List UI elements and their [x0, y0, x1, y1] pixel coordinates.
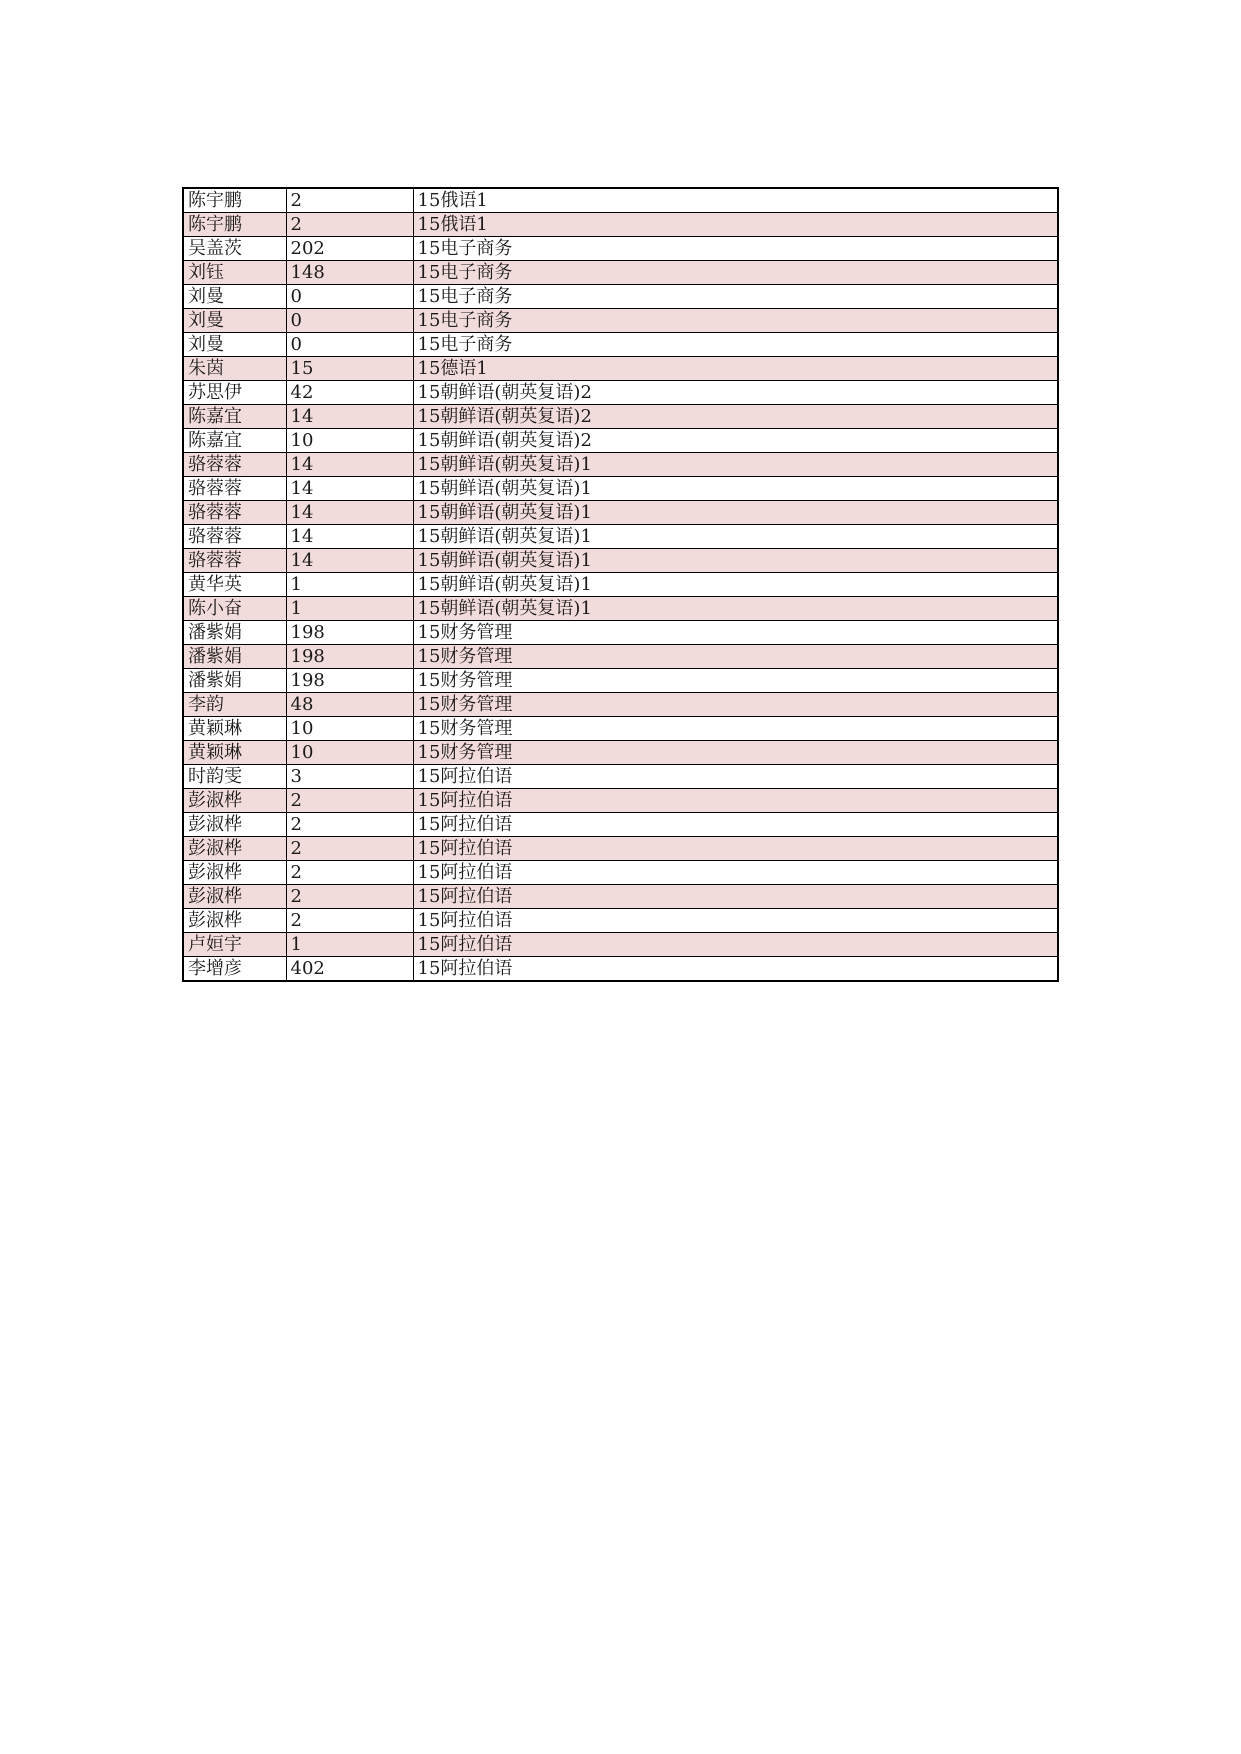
cell-number: 1 [286, 933, 413, 957]
cell-name: 刘钰 [183, 261, 286, 285]
cell-name: 陈嘉宜 [183, 405, 286, 429]
cell-number: 2 [286, 885, 413, 909]
cell-number: 2 [286, 837, 413, 861]
cell-name: 骆蓉蓉 [183, 477, 286, 501]
table-row [183, 669, 1058, 693]
cell-number: 2 [286, 861, 413, 885]
cell-name: 朱茵 [183, 357, 286, 381]
cell-class: 15俄语1 [413, 213, 1058, 237]
table-row [183, 789, 1058, 813]
cell-number: 202 [286, 237, 413, 261]
cell-class: 15朝鲜语(朝英复语)1 [413, 501, 1058, 525]
cell-class: 15电子商务 [413, 261, 1058, 285]
cell-name: 刘曼 [183, 309, 286, 333]
cell-name: 彭淑桦 [183, 885, 286, 909]
table-row [183, 717, 1058, 741]
cell-class: 15财务管理 [413, 645, 1058, 669]
cell-class: 15朝鲜语(朝英复语)1 [413, 525, 1058, 549]
table-row [183, 213, 1058, 237]
table-row [183, 285, 1058, 309]
table-row [183, 525, 1058, 549]
cell-class: 15阿拉伯语 [413, 909, 1058, 933]
cell-class: 15阿拉伯语 [413, 837, 1058, 861]
cell-class: 15俄语1 [413, 188, 1058, 213]
cell-name: 李增彦 [183, 957, 286, 982]
cell-class: 15阿拉伯语 [413, 765, 1058, 789]
table-row [183, 237, 1058, 261]
cell-name: 彭淑桦 [183, 861, 286, 885]
cell-number: 14 [286, 453, 413, 477]
cell-number: 402 [286, 957, 413, 982]
cell-class: 15朝鲜语(朝英复语)2 [413, 381, 1058, 405]
cell-name: 彭淑桦 [183, 837, 286, 861]
cell-class: 15电子商务 [413, 285, 1058, 309]
cell-class: 15财务管理 [413, 717, 1058, 741]
table-body [183, 188, 1058, 981]
cell-class: 15财务管理 [413, 669, 1058, 693]
cell-number: 14 [286, 549, 413, 573]
table-row [183, 501, 1058, 525]
cell-class: 15德语1 [413, 357, 1058, 381]
cell-name: 陈小奋 [183, 597, 286, 621]
cell-name: 彭淑桦 [183, 813, 286, 837]
cell-name: 刘曼 [183, 285, 286, 309]
cell-number: 14 [286, 405, 413, 429]
table-row [183, 909, 1058, 933]
cell-class: 15朝鲜语(朝英复语)2 [413, 405, 1058, 429]
table-row [183, 573, 1058, 597]
table-row [183, 957, 1058, 982]
cell-number: 14 [286, 525, 413, 549]
cell-number: 14 [286, 501, 413, 525]
table-row [183, 405, 1058, 429]
cell-name: 潘紫娟 [183, 669, 286, 693]
table-row [183, 741, 1058, 765]
cell-number: 1 [286, 597, 413, 621]
cell-name: 吴盖茨 [183, 237, 286, 261]
cell-name: 潘紫娟 [183, 645, 286, 669]
cell-name: 陈嘉宜 [183, 429, 286, 453]
cell-number: 198 [286, 645, 413, 669]
cell-class: 15财务管理 [413, 741, 1058, 765]
cell-class: 15财务管理 [413, 621, 1058, 645]
cell-name: 黄颖琳 [183, 717, 286, 741]
cell-class: 15财务管理 [413, 693, 1058, 717]
cell-name: 苏思伊 [183, 381, 286, 405]
cell-number: 3 [286, 765, 413, 789]
cell-number: 2 [286, 813, 413, 837]
cell-number: 10 [286, 717, 413, 741]
cell-class: 15朝鲜语(朝英复语)1 [413, 573, 1058, 597]
cell-name: 陈宇鹏 [183, 213, 286, 237]
cell-number: 10 [286, 429, 413, 453]
table-row [183, 621, 1058, 645]
cell-number: 0 [286, 333, 413, 357]
table-row [183, 261, 1058, 285]
cell-class: 15电子商务 [413, 333, 1058, 357]
cell-name: 陈宇鹏 [183, 188, 286, 213]
cell-class: 15阿拉伯语 [413, 957, 1058, 982]
table-row [183, 188, 1058, 213]
cell-class: 15朝鲜语(朝英复语)1 [413, 477, 1058, 501]
cell-class: 15朝鲜语(朝英复语)2 [413, 429, 1058, 453]
cell-class: 15阿拉伯语 [413, 861, 1058, 885]
table-row [183, 381, 1058, 405]
table-row [183, 549, 1058, 573]
cell-class: 15朝鲜语(朝英复语)1 [413, 549, 1058, 573]
cell-number: 42 [286, 381, 413, 405]
cell-number: 0 [286, 285, 413, 309]
cell-name: 黄华英 [183, 573, 286, 597]
cell-class: 15电子商务 [413, 237, 1058, 261]
cell-number: 2 [286, 789, 413, 813]
cell-class: 15电子商务 [413, 309, 1058, 333]
cell-name: 彭淑桦 [183, 789, 286, 813]
table-row [183, 645, 1058, 669]
table-row [183, 693, 1058, 717]
cell-name: 潘紫娟 [183, 621, 286, 645]
table-row [183, 477, 1058, 501]
table-row [183, 837, 1058, 861]
cell-number: 198 [286, 621, 413, 645]
cell-number: 198 [286, 669, 413, 693]
cell-name: 骆蓉蓉 [183, 525, 286, 549]
table-row [183, 429, 1058, 453]
cell-number: 1 [286, 573, 413, 597]
table-row [183, 309, 1058, 333]
table-row [183, 333, 1058, 357]
cell-name: 黄颖琳 [183, 741, 286, 765]
cell-class: 15朝鲜语(朝英复语)1 [413, 597, 1058, 621]
cell-name: 李韵 [183, 693, 286, 717]
table-row [183, 765, 1058, 789]
cell-class: 15阿拉伯语 [413, 789, 1058, 813]
cell-name: 卢姮宇 [183, 933, 286, 957]
table-row [183, 453, 1058, 477]
cell-class: 15朝鲜语(朝英复语)1 [413, 453, 1058, 477]
cell-name: 刘曼 [183, 333, 286, 357]
cell-number: 148 [286, 261, 413, 285]
table-row [183, 933, 1058, 957]
cell-class: 15阿拉伯语 [413, 885, 1058, 909]
cell-name: 骆蓉蓉 [183, 549, 286, 573]
table-row [183, 597, 1058, 621]
cell-number: 2 [286, 213, 413, 237]
table-row [183, 885, 1058, 909]
cell-number: 15 [286, 357, 413, 381]
cell-class: 15阿拉伯语 [413, 933, 1058, 957]
cell-name: 彭淑桦 [183, 909, 286, 933]
cell-name: 骆蓉蓉 [183, 501, 286, 525]
table-row [183, 861, 1058, 885]
table-row [183, 357, 1058, 381]
cell-number: 14 [286, 477, 413, 501]
cell-number: 0 [286, 309, 413, 333]
cell-class: 15阿拉伯语 [413, 813, 1058, 837]
cell-name: 骆蓉蓉 [183, 453, 286, 477]
cell-name: 时韵雯 [183, 765, 286, 789]
table-row [183, 813, 1058, 837]
cell-number: 48 [286, 693, 413, 717]
data-table [182, 187, 1059, 982]
cell-number: 2 [286, 909, 413, 933]
cell-number: 10 [286, 741, 413, 765]
cell-number: 2 [286, 188, 413, 213]
